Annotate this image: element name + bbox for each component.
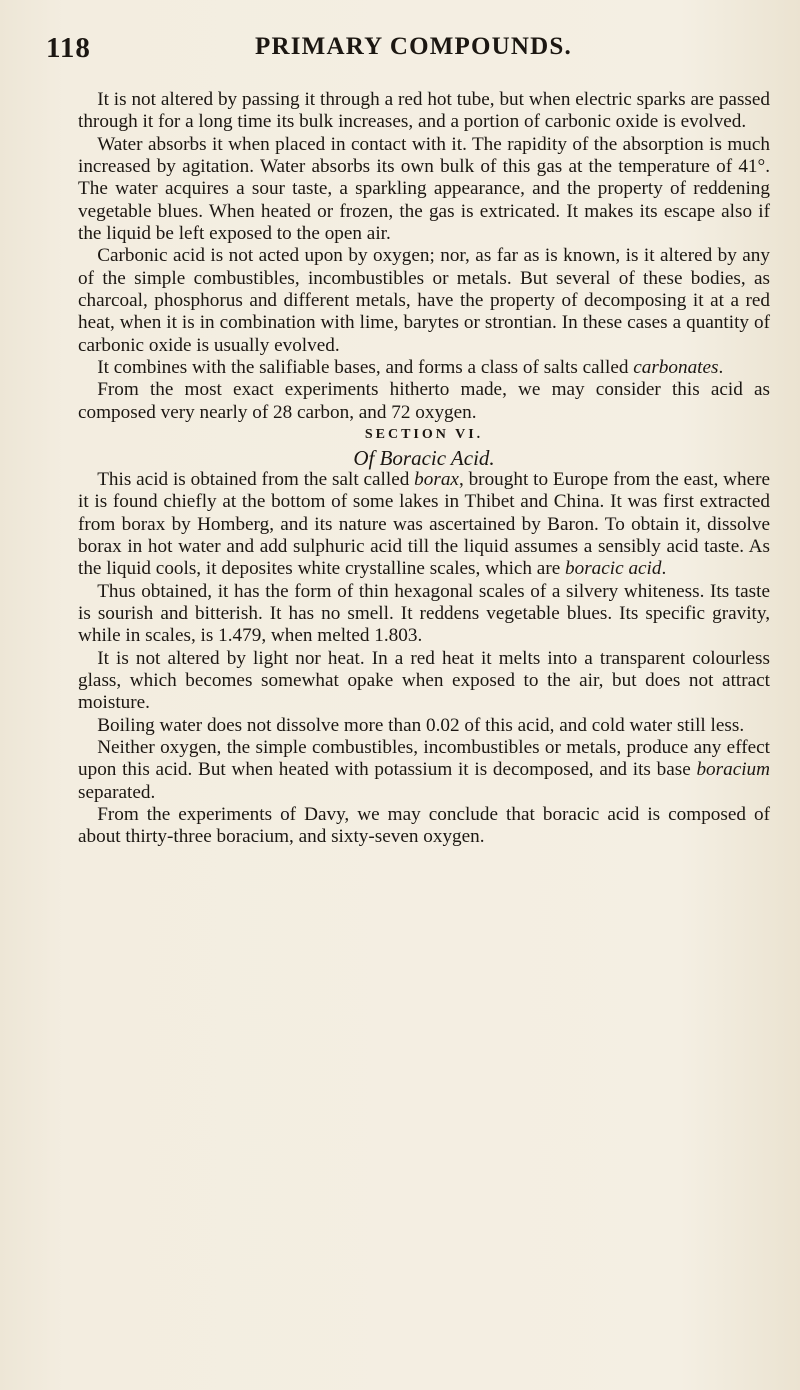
section-subject: Of Boracic Acid. [353,445,495,470]
text: . [718,357,724,379]
body-text [78,89,770,849]
paragraph-borax-origin [78,469,770,581]
term-boracium: boracium [696,759,770,781]
term-carbonates: carbonates [633,357,719,379]
paragraph-composition: From the most exact experiments hitherto made, we may consider this acid as composed very nearly of 28 carbon, and 72 oxygen. [78,379,770,423]
paragraph-heat: It is not altered by light nor heat. In a red heat it melts into a transparent colourless glass, which becomes somewhat opake when exposed to the air, but does not attract moisture. [78,647,770,714]
paragraph-properties: Thus obtained, it has the form of thin hexagonal scales of a silvery whiteness. Its taste is sourish and bitterish. It has no smell. It reddens vegetable blues. Its specific gravity, while in scales, is 1.479, when melted 1.803. [78,580,770,647]
term-boracic-acid: boracic acid [565,558,662,580]
paragraph-red-hot-tube: It is not altered by passing it through a red hot tube, but when electric sparks are passed through it for a long time its bulk increases, and a portion of carbonic oxide is evolved. [78,89,770,133]
text: , brought to Europe from the east, where it is found chiefly at the bottom of some lakes in Thibet and China. It was first extracted from borax by Homberg, and its nature was ascertained by Baron. To obtain it, dissolve borax in hot water and add sulphuric acid till the liquid assumes a sensibly acid taste. As the liquid cools, it deposites white crystalline scales, which are [78,468,770,580]
text: This acid is obtained from the salt called [97,468,415,490]
paragraph-solubility: Boiling water does not dissolve more than 0.02 of this acid, and cold water still less. [97,714,745,736]
paragraph-carbonates [78,357,770,379]
text: separated. [78,781,156,803]
section-heading: SECTION VI. [364,427,484,443]
paragraph-water-absorption: Water absorbs it when placed in contact with it. The rapidity of the absorption is much increased by agitation. Water absorbs its own bulk of this gas at the temperature of 41°. The water acquires a sour taste, a sparkling appearance, and the property of reddening vegetable blues. When heated or frozen, the gas is extricated. It makes its escape also if the liquid be left exposed to the open air. [78,133,770,245]
running-head: PRIMARY COMPOUNDS. [255,33,572,60]
text: It combines with the salifiable bases, and forms a class of salts called [97,357,634,379]
paragraph-oxygen-action: Carbonic acid is not acted upon by oxygen; nor, as far as is known, is it altered by any of the simple combustibles, incombustibles or metals. But several of these bodies, as charcoal, phosphorus and different metals, have the property of decomposing it at a red heat, when it is in combination with lime, barytes or strontian. In these cases a quantity of carbonic oxide is usually evolved. [78,245,770,356]
text: . [661,558,667,580]
page-number: 118 [46,32,91,64]
page-header [46,12,780,64]
text: Neither oxygen, the simple combustibles, incombustibles or metals, produce any effect upon this acid. But when heated with potassium it is decomposed, and its base [78,736,770,781]
paragraph-davy: From the experiments of Davy, we may conclude that boracic acid is composed of about thirty-three boracium, and sixty-seven oxygen. [78,804,770,848]
term-borax: borax [414,468,459,490]
paragraph-potassium [78,737,770,804]
